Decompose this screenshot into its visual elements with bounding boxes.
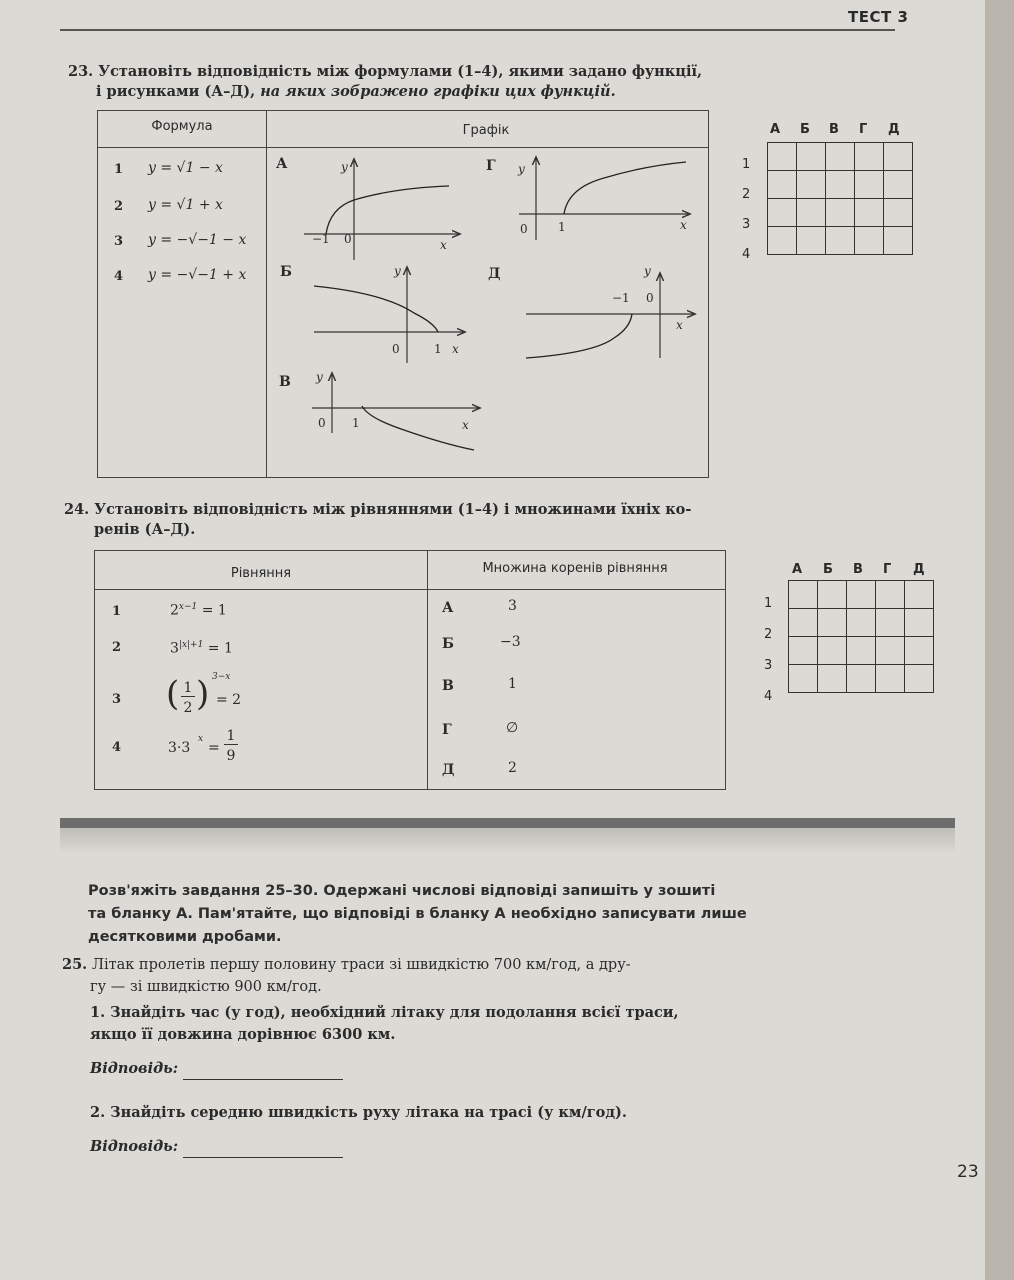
eq4-exp: x — [198, 734, 204, 744]
task25 — [62, 954, 762, 1158]
answer-cell[interactable] — [826, 199, 855, 227]
grid-row: 1 — [764, 596, 773, 611]
graph-g — [519, 158, 689, 240]
graph-v-tick2: 1 — [352, 416, 360, 430]
root-value: −3 — [500, 634, 521, 650]
root-letter: В — [442, 678, 454, 694]
formula: y = −√−1 − x — [148, 232, 247, 248]
answer-cell[interactable] — [847, 609, 876, 637]
task24-line1: Установіть відповідність між рівняннями (1–4) і множинами їхніх ко- — [94, 501, 692, 518]
eq2-exp: |x|+1 — [178, 640, 204, 650]
task25-line1: Літак пролетів першу половину траси зі швидкістю 700 км/год, а дру- — [91, 957, 631, 973]
grid-col: Г — [859, 122, 868, 137]
grid-row: 3 — [764, 658, 773, 673]
graph-v-tick1: 0 — [318, 416, 326, 430]
task23-text — [68, 62, 702, 102]
answer-cell[interactable] — [884, 227, 913, 255]
root-letter: Б — [442, 636, 454, 652]
col-formula-header: Формула — [151, 119, 213, 134]
col-graph-header: Графік — [462, 123, 510, 138]
formula: y = √1 − x — [148, 160, 223, 176]
paren-right: ) — [196, 674, 210, 714]
eq1-rhs: = 1 — [201, 602, 227, 619]
task25-q2: 2. Знайдіть середню швидкість руху літака на трасі (у км/год). — [90, 1104, 627, 1121]
eq-num: 2 — [112, 640, 122, 655]
formula-num: 3 — [114, 234, 124, 249]
answer-cell[interactable] — [847, 665, 876, 693]
answer-cell[interactable] — [789, 665, 818, 693]
answer-cell[interactable] — [826, 143, 855, 171]
grid-row: 4 — [764, 689, 773, 704]
grid-row: 3 — [742, 217, 751, 232]
grid-col: В — [829, 122, 839, 137]
page-number: 23 — [957, 1162, 979, 1182]
eq-num: 4 — [112, 740, 122, 755]
instructions — [88, 880, 748, 949]
graph-a-letter: А — [276, 156, 288, 172]
grid-col: Г — [883, 562, 892, 577]
root-letter: Г — [442, 722, 452, 738]
grid-row: 2 — [742, 187, 751, 202]
equation-1 — [170, 602, 227, 619]
test-header: ТЕСТ 3 — [848, 8, 909, 26]
equation-2 — [170, 640, 233, 657]
graph-d-xlabel: x — [676, 318, 683, 332]
grid-row: 1 — [742, 157, 751, 172]
eq-num: 3 — [112, 692, 122, 707]
answer-cell[interactable] — [797, 143, 826, 171]
answer-cell[interactable] — [789, 637, 818, 665]
answer-cell[interactable] — [905, 637, 934, 665]
header-rule — [60, 29, 895, 31]
formula-num: 1 — [114, 162, 124, 177]
answer-label-2: Відповідь: — [90, 1138, 179, 1155]
graph-g-xlabel: x — [680, 218, 687, 232]
answer-cell[interactable] — [876, 609, 905, 637]
answer-cell[interactable] — [876, 637, 905, 665]
answer-cell[interactable] — [884, 199, 913, 227]
graph-v-xlabel: x — [462, 418, 469, 432]
col-roots-header: Множина коренів рівняння — [482, 561, 668, 576]
section-bar-shade — [60, 828, 955, 854]
grid-col: Б — [800, 122, 810, 137]
answer-grid-23-header — [770, 122, 917, 137]
answer-grid-24-header — [792, 562, 943, 577]
answer-cell[interactable] — [855, 199, 884, 227]
answer-cell[interactable] — [847, 581, 876, 609]
answer-cell[interactable] — [847, 637, 876, 665]
task23-number: 23. — [68, 63, 94, 80]
eq1-exp: x−1 — [178, 602, 198, 612]
answer-cell[interactable] — [818, 581, 847, 609]
graph-d-tick2: 0 — [646, 291, 654, 305]
task25-number: 25. — [62, 956, 88, 973]
task23-line2a: і рисунками (А–Д), — [96, 83, 261, 100]
task24-text — [64, 500, 691, 540]
eq2-rhs: = 1 — [207, 640, 233, 657]
answer-cell[interactable] — [905, 581, 934, 609]
eq4-rhs-den: 9 — [226, 748, 236, 764]
graph-b-tick1: 0 — [392, 342, 400, 356]
answer-cell[interactable] — [797, 171, 826, 199]
answer-grid-23[interactable] — [767, 142, 913, 255]
answer-cell[interactable] — [855, 171, 884, 199]
answer-grid-24-rows — [764, 588, 772, 712]
graph-d — [526, 274, 694, 358]
grid-col: Б — [823, 562, 833, 577]
root-letter: Д — [442, 762, 455, 778]
answer-line-2[interactable] — [183, 1141, 343, 1158]
graph-a-ylabel: y — [341, 160, 348, 174]
instructions-line3: десятковими дробами. — [88, 929, 282, 945]
answer-cell[interactable] — [768, 227, 797, 255]
section-bar — [60, 818, 955, 828]
graph-g-ylabel: y — [518, 162, 525, 176]
graph-v-letter: В — [279, 374, 291, 390]
graph-v-ylabel: y — [316, 370, 323, 384]
eq4-rhs-num: 1 — [224, 728, 238, 745]
paren-left: ( — [166, 674, 180, 714]
formula-num: 2 — [114, 199, 124, 214]
formula: y = √1 + x — [148, 197, 223, 213]
graph-b-ylabel: y — [394, 264, 401, 278]
answer-cell[interactable] — [905, 609, 934, 637]
answer-grid-23-rows — [742, 150, 750, 270]
answer-grid-24[interactable] — [788, 580, 934, 693]
answer-cell[interactable] — [789, 609, 818, 637]
answer-cell[interactable] — [876, 665, 905, 693]
grid-row: 4 — [742, 247, 751, 262]
grid-col: А — [770, 122, 781, 137]
root-value: 1 — [508, 676, 517, 692]
graph-d-tick1: −1 — [612, 291, 630, 305]
root-value: 3 — [508, 598, 517, 614]
page-edge — [985, 0, 1014, 1280]
graphs-svg — [264, 148, 709, 473]
formula-num: 4 — [114, 269, 124, 284]
task24-line2: ренів (А–Д). — [94, 521, 196, 538]
answer-cell[interactable] — [818, 665, 847, 693]
graph-a-tick1: −1 — [312, 232, 330, 246]
task23-line1: Установіть відповідність між формулами (1–4), якими задано функції, — [98, 63, 703, 80]
eq2-base: 3 — [170, 640, 179, 657]
graph-d-ylabel: y — [644, 264, 651, 278]
col-eq-header: Рівняння — [230, 566, 292, 581]
answer-cell[interactable] — [855, 143, 884, 171]
graph-g-tick1: 0 — [520, 222, 528, 236]
answer-cell[interactable] — [768, 199, 797, 227]
answer-cell[interactable] — [855, 227, 884, 255]
grid-col: В — [853, 562, 863, 577]
answer-cell[interactable] — [905, 665, 934, 693]
graph-d-letter: Д — [488, 266, 501, 282]
graph-b-xlabel: x — [452, 342, 459, 356]
graph-v — [312, 374, 479, 450]
task25-q1-line2: якщо її довжина дорівнює 6300 км. — [90, 1026, 396, 1043]
root-value: 2 — [508, 760, 517, 776]
graph-b-letter: Б — [280, 264, 292, 280]
answer-label-1: Відповідь: — [90, 1060, 179, 1077]
graph-a-tick2: 0 — [344, 232, 352, 246]
grid-col: Д — [888, 122, 900, 137]
answer-cell[interactable] — [884, 171, 913, 199]
grid-col: А — [792, 562, 803, 577]
graph-b-tick2: 1 — [434, 342, 442, 356]
answer-cell[interactable] — [818, 609, 847, 637]
task23-line2b: на яких зображено графіки цих функцій. — [260, 83, 616, 100]
eq1-base: 2 — [170, 602, 179, 619]
grid-row: 2 — [764, 627, 773, 642]
graph-g-letter: Г — [486, 158, 496, 174]
answer-cell[interactable] — [818, 637, 847, 665]
answer-cell[interactable] — [789, 581, 818, 609]
answer-cell[interactable] — [797, 199, 826, 227]
eq3-rhs: = 2 — [216, 692, 242, 708]
graph-g-tick2: 1 — [558, 220, 566, 234]
eq3-exp: 3−x — [212, 672, 231, 682]
eq-num: 1 — [112, 604, 122, 619]
task24-number: 24. — [64, 501, 90, 518]
grid-col: Д — [913, 562, 925, 577]
answer-cell[interactable] — [826, 227, 855, 255]
formula: y = −√−1 + x — [148, 267, 247, 283]
answer-cell[interactable] — [768, 143, 797, 171]
task25-q1-line1: 1. Знайдіть час (у год), необхідний літаку для подолання всієї траси, — [90, 1004, 679, 1021]
answer-cell[interactable] — [826, 171, 855, 199]
root-value: ∅ — [506, 720, 519, 736]
answer-cell[interactable] — [884, 143, 913, 171]
root-letter: А — [442, 600, 454, 616]
answer-cell[interactable] — [768, 171, 797, 199]
answer-line-1[interactable] — [183, 1063, 343, 1080]
eq3-num: 1 — [181, 680, 195, 697]
graph-a-xlabel: x — [440, 238, 447, 252]
answer-cell[interactable] — [797, 227, 826, 255]
task25-line2: гу — зі швидкістю 900 км/год. — [90, 979, 322, 995]
answer-cell[interactable] — [876, 581, 905, 609]
eq4-lhs: 3·3 — [168, 740, 191, 756]
instructions-line1: Розв'яжіть завдання 25–30. Одержані числові відповіді запишіть у зошиті — [88, 883, 716, 899]
instructions-line2: та бланку А. Пам'ятайте, що відповіді в бланку А необхідно записувати лише — [88, 906, 747, 922]
eq3-den: 2 — [183, 700, 193, 716]
eq4-equals: = — [208, 740, 220, 756]
